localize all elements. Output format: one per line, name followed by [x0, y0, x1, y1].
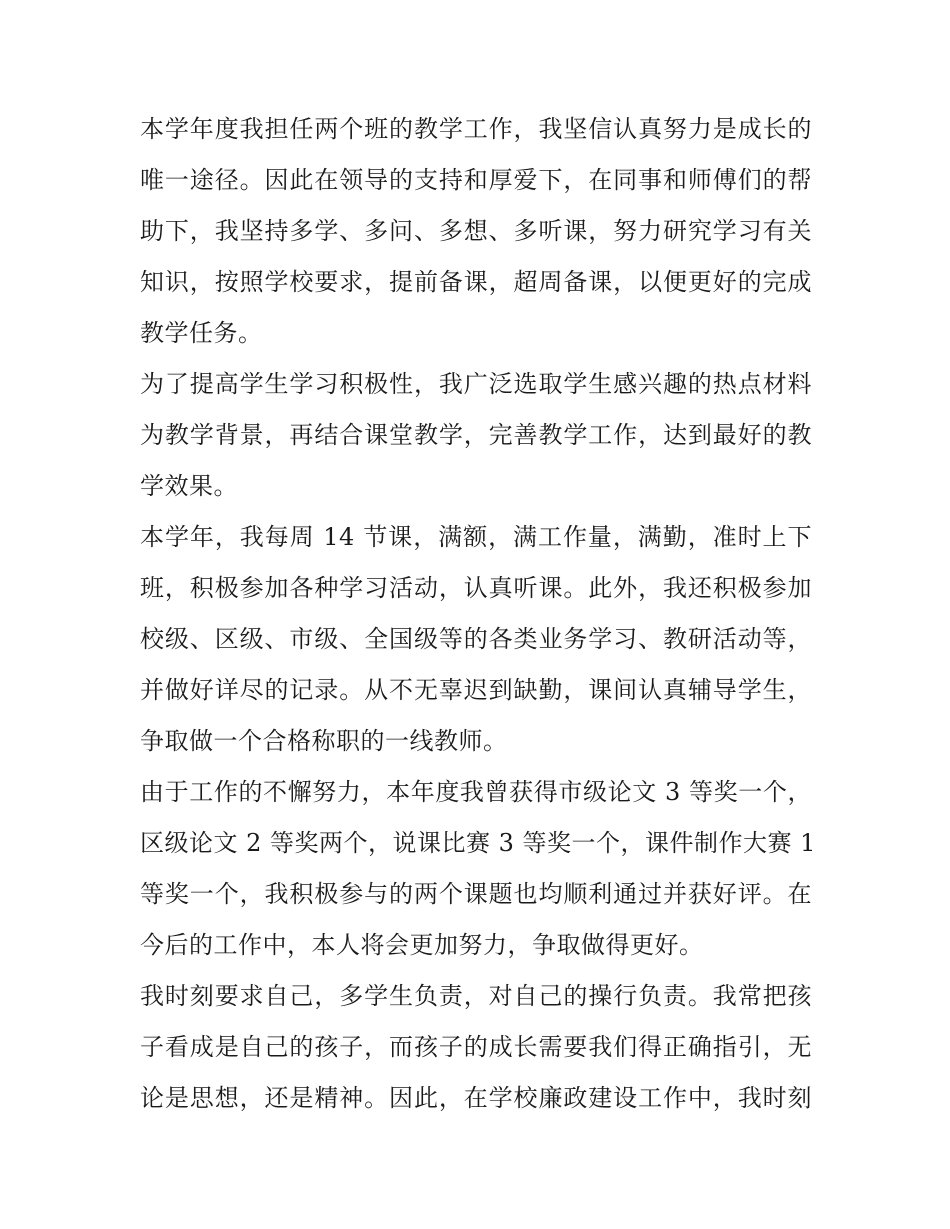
paragraph-1	[140, 104, 812, 359]
text-line: 子看成是自己的孩子，而孩子的成长需要我们得正确指引，无	[140, 1033, 812, 1061]
text-line: 本学年，我每周 14 节课，满额，满工作量，满勤，准时上下	[140, 523, 812, 551]
text-line: 争取做一个合格称职的一线教师。	[140, 727, 508, 755]
text-line: 由于工作的不懈努力，本年度我曾获得市级论文 3 等奖一个，	[140, 778, 812, 806]
text-line: 为教学背景，再结合课堂教学，完善教学工作，达到最好的教	[140, 421, 812, 449]
text-line: 我时刻要求自己，多学生负责，对自己的操行负责。我常把孩	[140, 982, 812, 1010]
text-line: 班，积极参加各种学习活动，认真听课。此外，我还积极参加	[140, 574, 812, 602]
text-line: 教学任务。	[140, 319, 263, 347]
text-line: 校级、区级、市级、全国级等的各类业务学习、教研活动等，	[140, 625, 812, 653]
document-body	[140, 104, 816, 1124]
text-line: 论是思想，还是精神。因此，在学校廉政建设工作中，我时刻	[140, 1084, 812, 1112]
text-line: 本学年度我担任两个班的教学工作，我坚信认真努力是成长的	[140, 115, 812, 143]
text-line: 等奖一个，我积极参与的两个课题也均顺利通过并获好评。在	[140, 880, 812, 908]
text-line: 并做好详尽的记录。从不无辜迟到缺勤，课间认真辅导学生，	[140, 676, 812, 704]
text-line: 为了提高学生学习积极性，我广泛选取学生感兴趣的热点材料	[140, 370, 812, 398]
paragraph-5	[140, 971, 812, 1124]
paragraph-2	[140, 359, 812, 512]
text-line: 区级论文 2 等奖两个，说课比赛 3 等奖一个，课件制作大赛 1	[140, 829, 816, 857]
text-line: 唯一途径。因此在领导的支持和厚爱下，在同事和师傅们的帮	[140, 166, 812, 194]
text-line: 助下，我坚持多学、多问、多想、多听课，努力研究学习有关	[140, 217, 812, 245]
text-line: 学效果。	[140, 472, 238, 500]
text-line: 今后的工作中，本人将会更加努力，争取做得更好。	[140, 931, 704, 959]
paragraph-4	[140, 767, 816, 971]
paragraph-3	[140, 512, 812, 767]
text-line: 知识，按照学校要求，提前备课，超周备课，以便更好的完成	[140, 268, 812, 296]
